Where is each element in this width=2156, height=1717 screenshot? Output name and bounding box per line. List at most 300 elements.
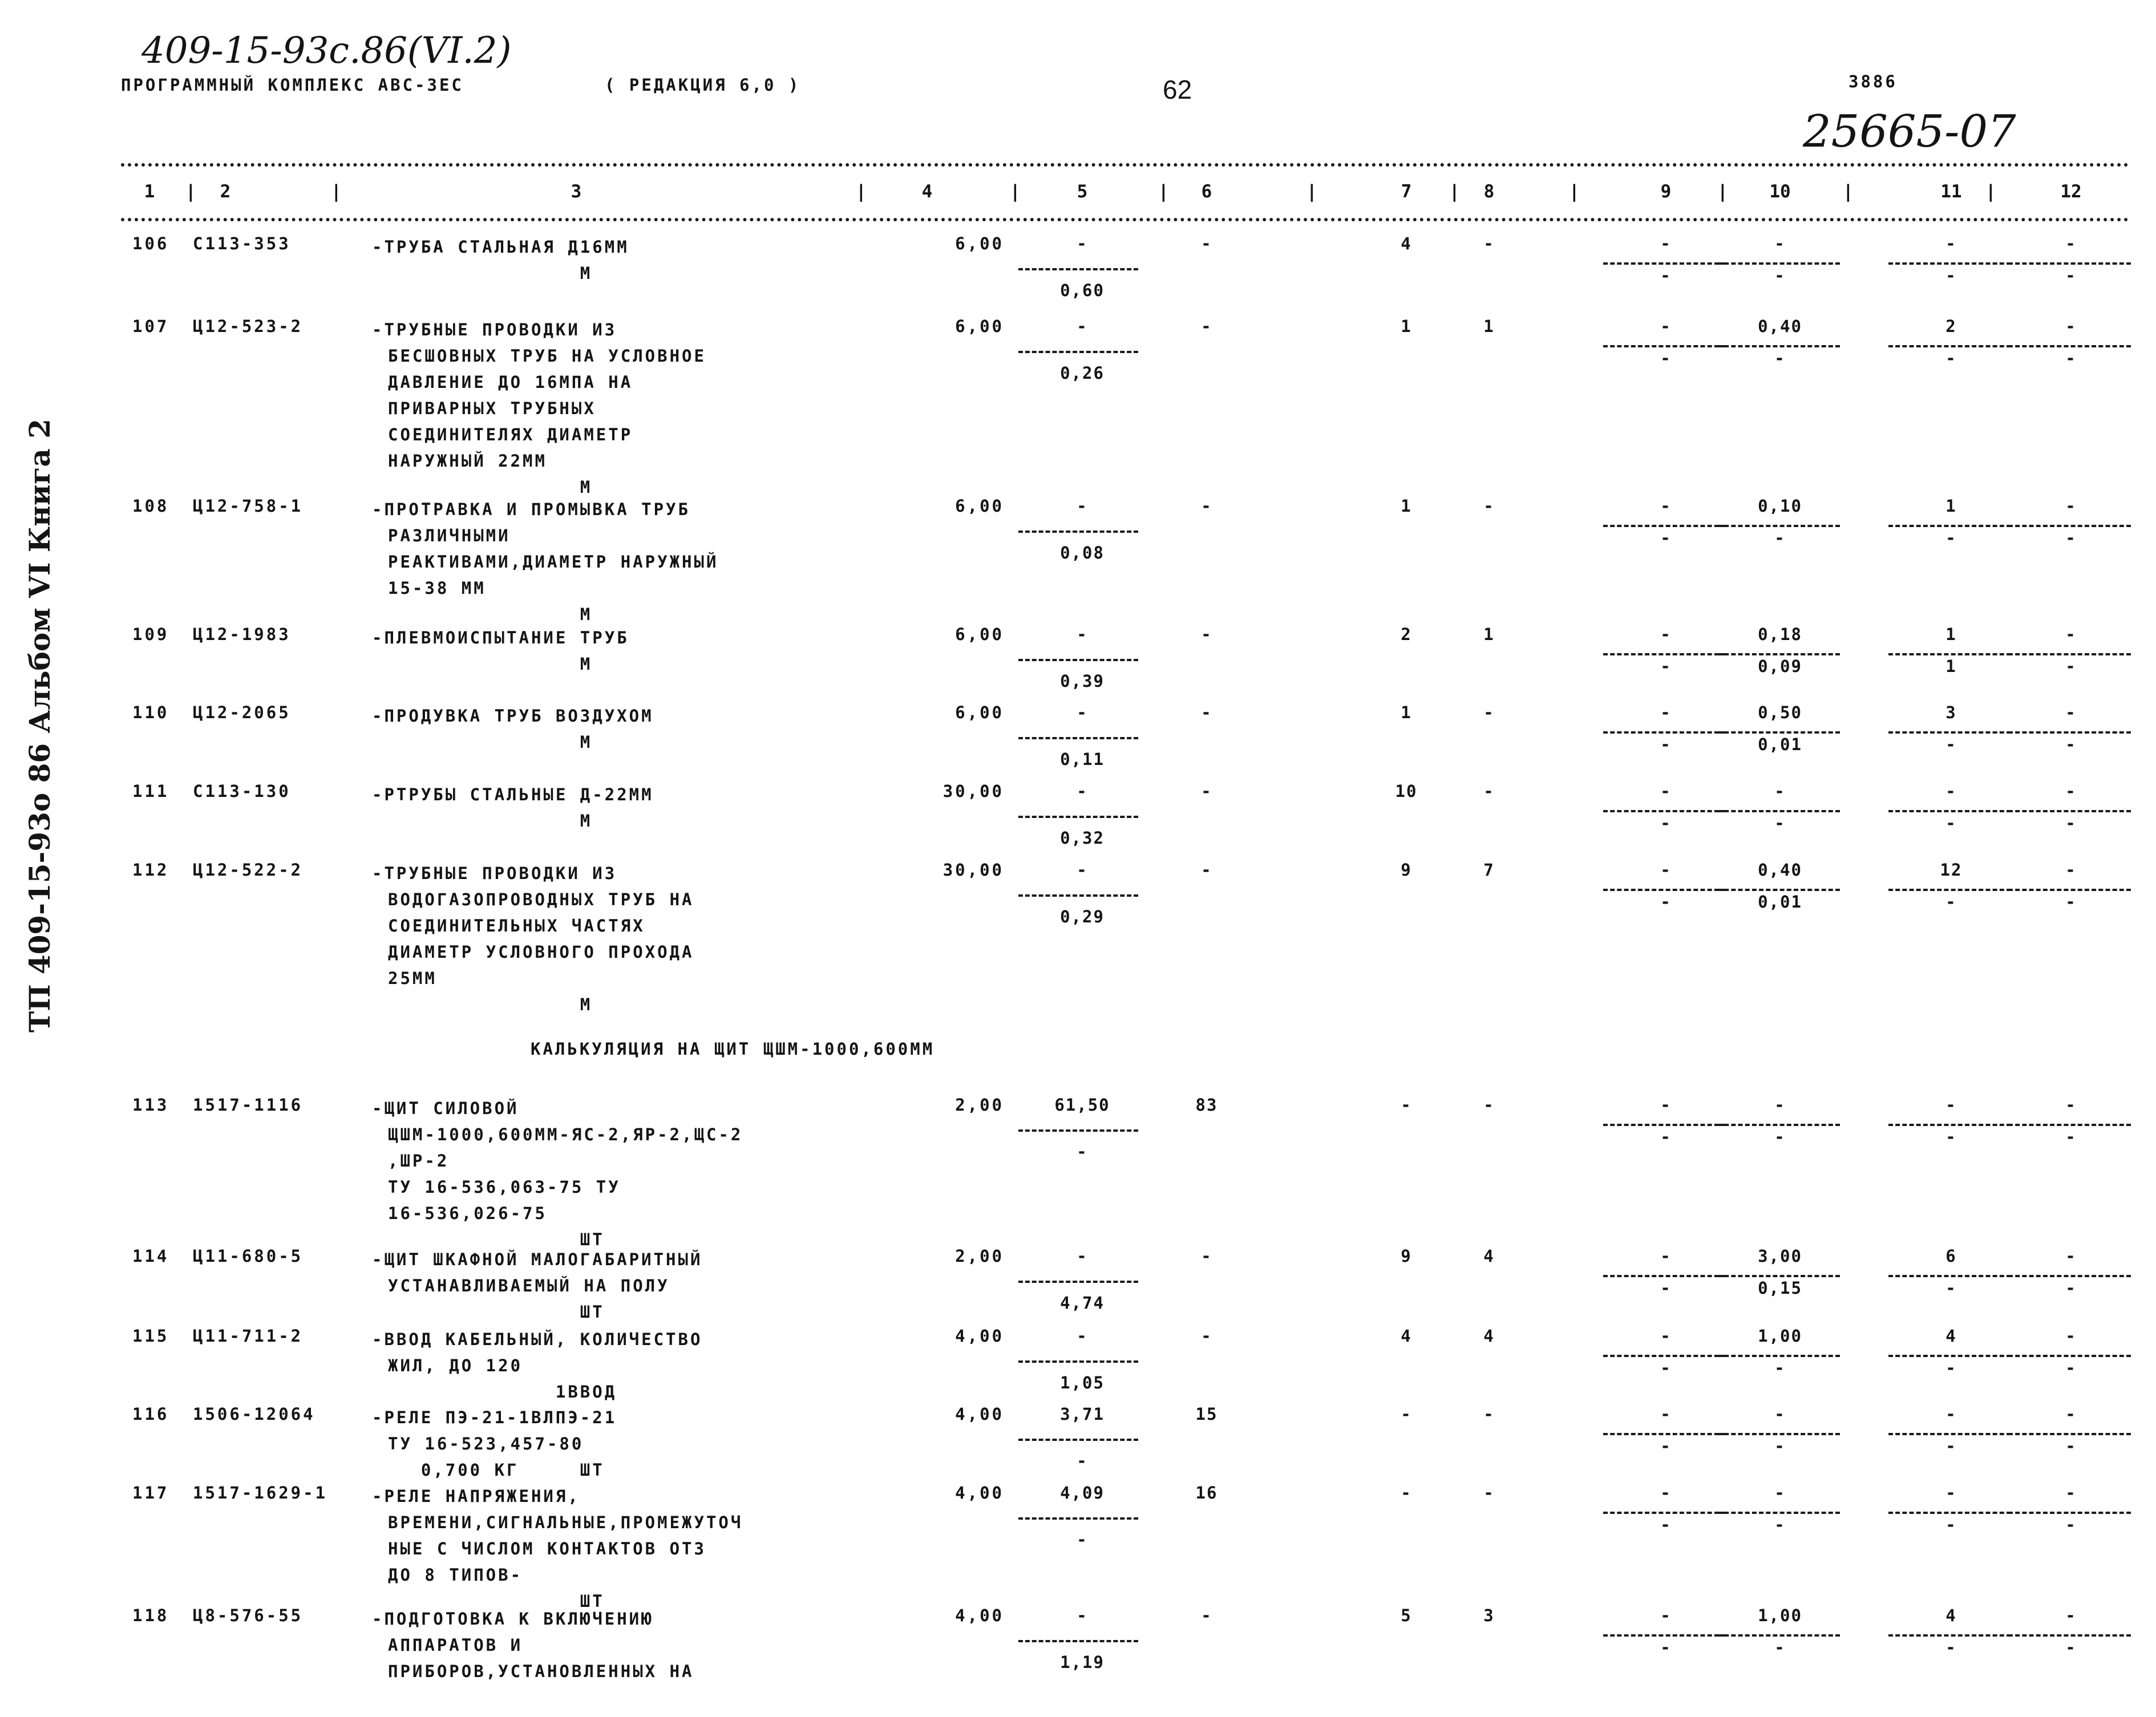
col7-value: 2 <box>1401 625 1412 644</box>
col12-lower: - <box>2065 1127 2077 1147</box>
col7-value: 4 <box>1401 1326 1412 1346</box>
col12-divider <box>2008 1124 2131 1126</box>
cost-divider <box>1018 1439 1138 1441</box>
col10-upper: - <box>1774 1483 1786 1503</box>
column-separator: | <box>185 181 196 202</box>
description-line: -РЕЛЕ НАПРЯЖЕНИЯ, <box>372 1487 580 1506</box>
col7-value: - <box>1401 1404 1412 1424</box>
description-line: -ТРУБНЫЕ ПРОВОДКИ ИЗ <box>372 864 617 883</box>
col12-lower: - <box>2065 657 2077 676</box>
description-line: ДО 8 ТИПОВ- <box>388 1565 523 1585</box>
col6-value: - <box>1201 625 1212 644</box>
col10-upper: 0,10 <box>1758 496 1802 516</box>
col10-upper: 0,40 <box>1758 317 1802 336</box>
col10-lower: 0,01 <box>1758 892 1802 912</box>
col9-divider <box>1603 1634 1726 1637</box>
cost-labor-value: 1,05 <box>1060 1373 1105 1392</box>
col11-upper: - <box>1945 1483 1957 1503</box>
col10-upper: - <box>1774 781 1786 801</box>
col9-divider <box>1603 1433 1726 1435</box>
col7-value: 4 <box>1401 234 1412 253</box>
cost-divider <box>1018 351 1138 353</box>
col12-upper: - <box>2065 703 2077 722</box>
col9-divider <box>1603 810 1726 812</box>
col12-divider <box>2008 1433 2131 1435</box>
col12-lower: - <box>2065 266 2077 285</box>
description-line: АППАРАТОВ И <box>388 1635 523 1655</box>
description-line: 1ВВОД <box>372 1382 617 1402</box>
cost-divider <box>1018 1640 1138 1642</box>
row-code: Ц8-576-55 <box>193 1606 304 1625</box>
col9-upper: - <box>1660 1404 1672 1424</box>
col6-value: - <box>1201 781 1212 801</box>
col10-lower: 0,01 <box>1758 735 1802 754</box>
col11-lower: 1 <box>1945 657 1957 676</box>
col8-value: - <box>1483 781 1495 801</box>
col11-upper: - <box>1945 1095 1957 1115</box>
col12-lower: - <box>2065 735 2077 754</box>
column-separator: | <box>1158 181 1169 202</box>
col12-upper: - <box>2065 860 2077 880</box>
col12-divider <box>2008 345 2131 347</box>
column-separator: | <box>1843 181 1854 202</box>
row-quantity: 6,00 <box>955 317 1004 336</box>
row-number: 110 <box>132 703 169 722</box>
col10-lower: - <box>1774 266 1786 285</box>
cost-labor-value: - <box>1077 1451 1088 1471</box>
col11-upper: - <box>1945 234 1957 253</box>
row-code: Ц12-1983 <box>193 625 291 644</box>
row-code: 1506-12064 <box>193 1404 315 1424</box>
cost-labor-value: 1,19 <box>1060 1653 1105 1672</box>
col10-upper: - <box>1774 234 1786 253</box>
col11-divider <box>1888 1433 2011 1435</box>
col12-upper: - <box>2065 234 2077 253</box>
description-line: -ПЛЕВМОИСПЫТАНИЕ ТРУБ <box>372 628 629 647</box>
row-description <box>372 625 629 677</box>
handwritten-number: 25665-07 <box>1803 106 2016 157</box>
col9-upper: - <box>1660 625 1672 644</box>
col8-value: 1 <box>1483 317 1495 336</box>
col12-lower: - <box>2065 1436 2077 1456</box>
col11-upper: 1 <box>1945 496 1957 516</box>
col10-lower: - <box>1774 349 1786 368</box>
column-separator: | <box>1010 181 1021 202</box>
description-line: -ПРОТРАВКА И ПРОМЫВКА ТРУБ <box>372 500 690 519</box>
cost-direct-value: - <box>1077 781 1088 801</box>
col10-upper: 1,00 <box>1758 1606 1802 1625</box>
row-quantity: 2,00 <box>955 1095 1004 1115</box>
col11-divider <box>1888 1634 2011 1637</box>
cost-divider <box>1018 659 1138 661</box>
col11-lower: - <box>1945 528 1957 548</box>
col6-value: 83 <box>1195 1095 1218 1115</box>
row-number: 114 <box>132 1246 169 1266</box>
col11-upper: - <box>1945 781 1957 801</box>
row-description <box>372 1095 743 1253</box>
program-title: ПРОГРАММНЫЙ КОМПЛЕКС АВС-ЗЕС <box>121 75 464 95</box>
row-code: Ц12-2065 <box>193 703 291 722</box>
col12-lower: - <box>2065 1515 2077 1534</box>
row-description <box>372 703 654 755</box>
col11-upper: 3 <box>1945 703 1957 722</box>
row-quantity: 4,00 <box>955 1606 1004 1625</box>
description-line: -ТРУБНЫЕ ПРОВОДКИ ИЗ <box>372 320 617 339</box>
col6-value: - <box>1201 1606 1212 1625</box>
edition-label: ( РЕДАКЦИЯ 6,0 ) <box>605 75 801 95</box>
col9-divider <box>1603 1355 1726 1357</box>
col6-value: - <box>1201 317 1212 336</box>
col12-lower: - <box>2065 813 2077 833</box>
col9-divider <box>1603 525 1726 527</box>
col11-lower: - <box>1945 266 1957 285</box>
row-quantity: 6,00 <box>955 234 1004 253</box>
col10-divider <box>1717 345 1840 347</box>
col9-upper: - <box>1660 1606 1672 1625</box>
row-code: 1517-1629-1 <box>193 1483 328 1503</box>
row-quantity: 30,00 <box>943 781 1004 801</box>
description-line: ШТ <box>372 1302 605 1322</box>
description-line: ТУ 16-523,457-80 <box>388 1434 584 1453</box>
description-line: ВРЕМЕНИ,СИГНАЛЬНЫЕ,ПРОМЕЖУТОЧ <box>388 1513 743 1532</box>
col8-value: - <box>1483 234 1495 253</box>
description-line: -ТРУБА СТАЛЬНАЯ Д16ММ <box>372 237 629 257</box>
col12-divider <box>2008 262 2131 265</box>
row-description <box>372 781 654 834</box>
col11-lower: - <box>1945 1515 1957 1534</box>
col11-divider <box>1888 1275 2011 1277</box>
row-number: 111 <box>132 781 169 801</box>
col9-lower: - <box>1660 813 1672 833</box>
row-code: Ц11-680-5 <box>193 1246 304 1266</box>
row-description <box>372 234 629 286</box>
col11-divider <box>1888 1124 2011 1126</box>
col11-upper: - <box>1945 1404 1957 1424</box>
col12-lower: - <box>2065 349 2077 368</box>
cost-divider <box>1018 894 1138 897</box>
col12-upper: - <box>2065 625 2077 644</box>
col9-upper: - <box>1660 1246 1672 1266</box>
description-line: ПРИБОРОВ,УСТАНОВЛЕННЫХ НА <box>388 1662 694 1681</box>
col11-divider <box>1888 889 2011 891</box>
col11-lower: - <box>1945 349 1957 368</box>
col7-value: 1 <box>1401 703 1412 722</box>
col10-divider <box>1717 1433 1840 1435</box>
cost-divider <box>1018 816 1138 818</box>
column-separator: | <box>1717 181 1728 202</box>
col10-upper: - <box>1774 1095 1786 1115</box>
col9-upper: - <box>1660 1326 1672 1346</box>
description-line: М <box>372 811 593 831</box>
cost-divider <box>1018 1129 1138 1132</box>
col9-divider <box>1603 1275 1726 1277</box>
col10-lower: - <box>1774 1358 1786 1378</box>
description-line: ДАВЛЕНИЕ ДО 16МПА НА <box>388 372 633 392</box>
description-line: НАРУЖНЫЙ 22ММ <box>388 451 547 471</box>
col12-divider <box>2008 1634 2131 1637</box>
column-header-5: 5 <box>1077 181 1088 202</box>
col11-lower: - <box>1945 1127 1957 1147</box>
col10-divider <box>1717 1634 1840 1637</box>
col9-lower: - <box>1660 349 1672 368</box>
col12-upper: - <box>2065 781 2077 801</box>
cost-direct-value: - <box>1077 496 1088 516</box>
cost-direct-value: 4,09 <box>1060 1483 1105 1503</box>
cost-direct-value: - <box>1077 703 1088 722</box>
cost-labor-value: 0,26 <box>1060 363 1105 383</box>
col12-divider <box>2008 889 2131 891</box>
description-line: -ПОДГОТОВКА К ВКЛЮЧЕНИЮ <box>372 1609 654 1629</box>
col11-divider <box>1888 731 2011 734</box>
cost-direct-value: - <box>1077 234 1088 253</box>
row-number: 109 <box>132 625 169 644</box>
description-line: БЕСШОВНЫХ ТРУБ НА УСЛОВНОЕ <box>388 346 706 366</box>
row-number: 117 <box>132 1483 169 1503</box>
col6-value: - <box>1201 1246 1212 1266</box>
col9-upper: - <box>1660 234 1672 253</box>
col11-lower: - <box>1945 892 1957 912</box>
column-header-6: 6 <box>1201 181 1212 202</box>
column-separator: | <box>1449 181 1460 202</box>
col12-divider <box>2008 525 2131 527</box>
description-line: М <box>372 605 593 624</box>
row-quantity: 4,00 <box>955 1326 1004 1346</box>
col10-divider <box>1717 1275 1840 1277</box>
row-code: Ц12-522-2 <box>193 860 304 880</box>
description-line: ДИАМЕТР УСЛОВНОГО ПРОХОДА <box>388 942 694 962</box>
column-header-9: 9 <box>1660 181 1672 202</box>
col11-upper: 1 <box>1945 625 1957 644</box>
row-description <box>372 317 706 500</box>
col7-value: 10 <box>1395 781 1418 801</box>
row-quantity: 6,00 <box>955 496 1004 516</box>
col6-value: - <box>1201 496 1212 516</box>
cost-labor-value: - <box>1077 1142 1088 1161</box>
col7-value: 5 <box>1401 1606 1412 1625</box>
cost-direct-value: 3,71 <box>1060 1404 1105 1424</box>
row-code: 1517-1116 <box>193 1095 304 1115</box>
col9-upper: - <box>1660 860 1672 880</box>
description-line: РАЗЛИЧНЫМИ <box>388 526 511 545</box>
col8-value: 7 <box>1483 860 1495 880</box>
col9-lower: - <box>1660 1278 1672 1298</box>
col10-upper: 0,50 <box>1758 703 1802 722</box>
col6-value: 15 <box>1195 1404 1218 1424</box>
col11-upper: 12 <box>1940 860 1963 880</box>
row-code: Ц12-758-1 <box>193 496 304 516</box>
col7-value: 1 <box>1401 496 1412 516</box>
col9-lower: - <box>1660 528 1672 548</box>
description-line: -ЩИТ СИЛОВОЙ <box>372 1099 519 1118</box>
col11-divider <box>1888 345 2011 347</box>
description-line: ,ШР-2 <box>388 1151 450 1171</box>
description-line: УСТАНАВЛИВАЕМЫЙ НА ПОЛУ <box>388 1276 670 1295</box>
cost-divider <box>1018 1360 1138 1363</box>
col11-upper: 4 <box>1945 1606 1957 1625</box>
col9-upper: - <box>1660 703 1672 722</box>
cost-direct-value: 61,50 <box>1054 1095 1110 1115</box>
row-description <box>372 1483 743 1614</box>
row-number: 116 <box>132 1404 169 1424</box>
col10-upper: - <box>1774 1404 1786 1424</box>
description-line: ЖИЛ, ДО 120 <box>388 1356 523 1375</box>
col11-lower: - <box>1945 1358 1957 1378</box>
row-description <box>372 1606 694 1684</box>
col8-value: 1 <box>1483 625 1495 644</box>
header-rule-top <box>121 163 2129 167</box>
col12-lower: - <box>2065 1358 2077 1378</box>
description-line: -РЕЛЕ ПЭ-21-1ВЛПЭ-21 <box>372 1408 617 1427</box>
row-number: 106 <box>132 234 169 253</box>
col6-value: - <box>1201 1326 1212 1346</box>
col11-divider <box>1888 262 2011 265</box>
description-line: НЫЕ С ЧИСЛОМ КОНТАКТОВ ОТ3 <box>388 1539 706 1558</box>
description-line: М <box>372 264 593 283</box>
column-header-7: 7 <box>1401 181 1412 202</box>
row-number: 113 <box>132 1095 169 1115</box>
col10-divider <box>1717 653 1840 655</box>
description-line: М <box>372 995 593 1014</box>
col7-value: 9 <box>1401 1246 1412 1266</box>
description-line: М <box>372 732 593 752</box>
row-number: 108 <box>132 496 169 516</box>
description-line: ШТ <box>372 1230 605 1249</box>
column-header-2: 2 <box>220 181 231 202</box>
col11-upper: 4 <box>1945 1326 1957 1346</box>
col6-value: - <box>1201 234 1212 253</box>
cost-direct-value: - <box>1077 1606 1088 1625</box>
cost-labor-value: 0,60 <box>1060 281 1105 300</box>
row-number: 115 <box>132 1326 169 1346</box>
description-line: 0,700 КГ ШТ <box>372 1460 605 1480</box>
cost-labor-value: 4,74 <box>1060 1293 1105 1313</box>
col10-lower: 0,09 <box>1758 657 1802 676</box>
col12-upper: - <box>2065 1246 2077 1266</box>
col11-upper: 6 <box>1945 1246 1957 1266</box>
col11-divider <box>1888 653 2011 655</box>
col10-divider <box>1717 810 1840 812</box>
column-header-1: 1 <box>144 181 155 202</box>
col12-upper: - <box>2065 496 2077 516</box>
col12-upper: - <box>2065 1483 2077 1503</box>
cost-direct-value: - <box>1077 625 1088 644</box>
col9-upper: - <box>1660 496 1672 516</box>
col10-lower: - <box>1774 1436 1786 1456</box>
col12-upper: - <box>2065 1095 2077 1115</box>
side-label: ТП 409-15-93о 86 Альбом VI Книга 2 <box>23 418 56 1032</box>
col9-upper: - <box>1660 1483 1672 1503</box>
col8-value: 4 <box>1483 1326 1495 1346</box>
description-line: -ВВОД КАБЕЛЬНЫЙ, КОЛИЧЕСТВО <box>372 1330 703 1349</box>
col9-lower: - <box>1660 1638 1672 1657</box>
col10-upper: 1,00 <box>1758 1326 1802 1346</box>
col9-divider <box>1603 345 1726 347</box>
col9-upper: - <box>1660 1095 1672 1115</box>
row-quantity: 6,00 <box>955 625 1004 644</box>
row-quantity: 4,00 <box>955 1404 1004 1424</box>
row-code: Ц12-523-2 <box>193 317 304 336</box>
description-line: ТУ 16-536,063-75 ТУ <box>388 1177 621 1197</box>
row-quantity: 2,00 <box>955 1246 1004 1266</box>
right-number: 3886 <box>1848 72 1898 91</box>
col9-lower: - <box>1660 657 1672 676</box>
description-line: -ЩИТ ШКАФНОЙ МАЛОГАБАРИТНЫЙ <box>372 1250 703 1269</box>
description-line: ВОДОГАЗОПРОВОДНЫХ ТРУБ НА <box>388 890 694 909</box>
col7-value: 9 <box>1401 860 1412 880</box>
column-separator: | <box>1985 181 1996 202</box>
cost-labor-value: - <box>1077 1530 1088 1549</box>
col12-upper: - <box>2065 1404 2077 1424</box>
column-header-4: 4 <box>921 181 933 202</box>
cost-labor-value: 0,08 <box>1060 543 1105 562</box>
column-separator: | <box>1306 181 1317 202</box>
cost-labor-value: 0,29 <box>1060 907 1105 926</box>
description-line: СОЕДИНИТЕЛЬНЫХ ЧАСТЯХ <box>388 916 645 936</box>
col9-lower: - <box>1660 266 1672 285</box>
col12-upper: - <box>2065 1326 2077 1346</box>
col7-value: - <box>1401 1095 1412 1115</box>
col12-lower: - <box>2065 528 2077 548</box>
col11-lower: - <box>1945 735 1957 754</box>
row-code: С113-353 <box>193 234 291 253</box>
row-description <box>372 1404 617 1483</box>
cost-labor-value: 0,39 <box>1060 671 1105 691</box>
col9-lower: - <box>1660 735 1672 754</box>
col8-value: - <box>1483 1483 1495 1503</box>
col11-lower: - <box>1945 1638 1957 1657</box>
cost-direct-value: - <box>1077 317 1088 336</box>
column-separator: | <box>1569 181 1580 202</box>
header-rule-bottom <box>121 218 2129 221</box>
col11-lower: - <box>1945 1436 1957 1456</box>
col10-upper: 3,00 <box>1758 1246 1802 1266</box>
cost-divider <box>1018 1281 1138 1283</box>
col8-value: - <box>1483 1095 1495 1115</box>
description-line: -ПРОДУВКА ТРУБ ВОЗДУХОМ <box>372 706 654 726</box>
col7-value: 1 <box>1401 317 1412 336</box>
col10-lower: 0,15 <box>1758 1278 1802 1298</box>
cost-direct-value: - <box>1077 1326 1088 1346</box>
col9-divider <box>1603 731 1726 734</box>
col11-divider <box>1888 1512 2011 1514</box>
col9-divider <box>1603 653 1726 655</box>
column-header-12: 12 <box>2060 181 2082 202</box>
cost-divider <box>1018 531 1138 533</box>
col11-divider <box>1888 1355 2011 1357</box>
col10-lower: - <box>1774 1127 1786 1147</box>
col10-lower: - <box>1774 1515 1786 1534</box>
column-separator: | <box>856 181 867 202</box>
page-number: 62 <box>1163 75 1192 104</box>
col6-value: 16 <box>1195 1483 1218 1503</box>
col9-lower: - <box>1660 1127 1672 1147</box>
description-line: 16-536,026-75 <box>388 1204 547 1223</box>
col12-divider <box>2008 731 2131 734</box>
row-description <box>372 1326 702 1405</box>
col10-divider <box>1717 731 1840 734</box>
col12-divider <box>2008 1355 2131 1357</box>
col12-upper: - <box>2065 317 2077 336</box>
cost-divider <box>1018 268 1138 270</box>
col10-divider <box>1717 1355 1840 1357</box>
col8-value: - <box>1483 703 1495 722</box>
row-code: Ц11-711-2 <box>193 1326 304 1346</box>
column-header-8: 8 <box>1483 181 1495 202</box>
col12-lower: - <box>2065 892 2077 912</box>
col10-divider <box>1717 262 1840 265</box>
col10-lower: - <box>1774 813 1786 833</box>
col9-upper: - <box>1660 781 1672 801</box>
